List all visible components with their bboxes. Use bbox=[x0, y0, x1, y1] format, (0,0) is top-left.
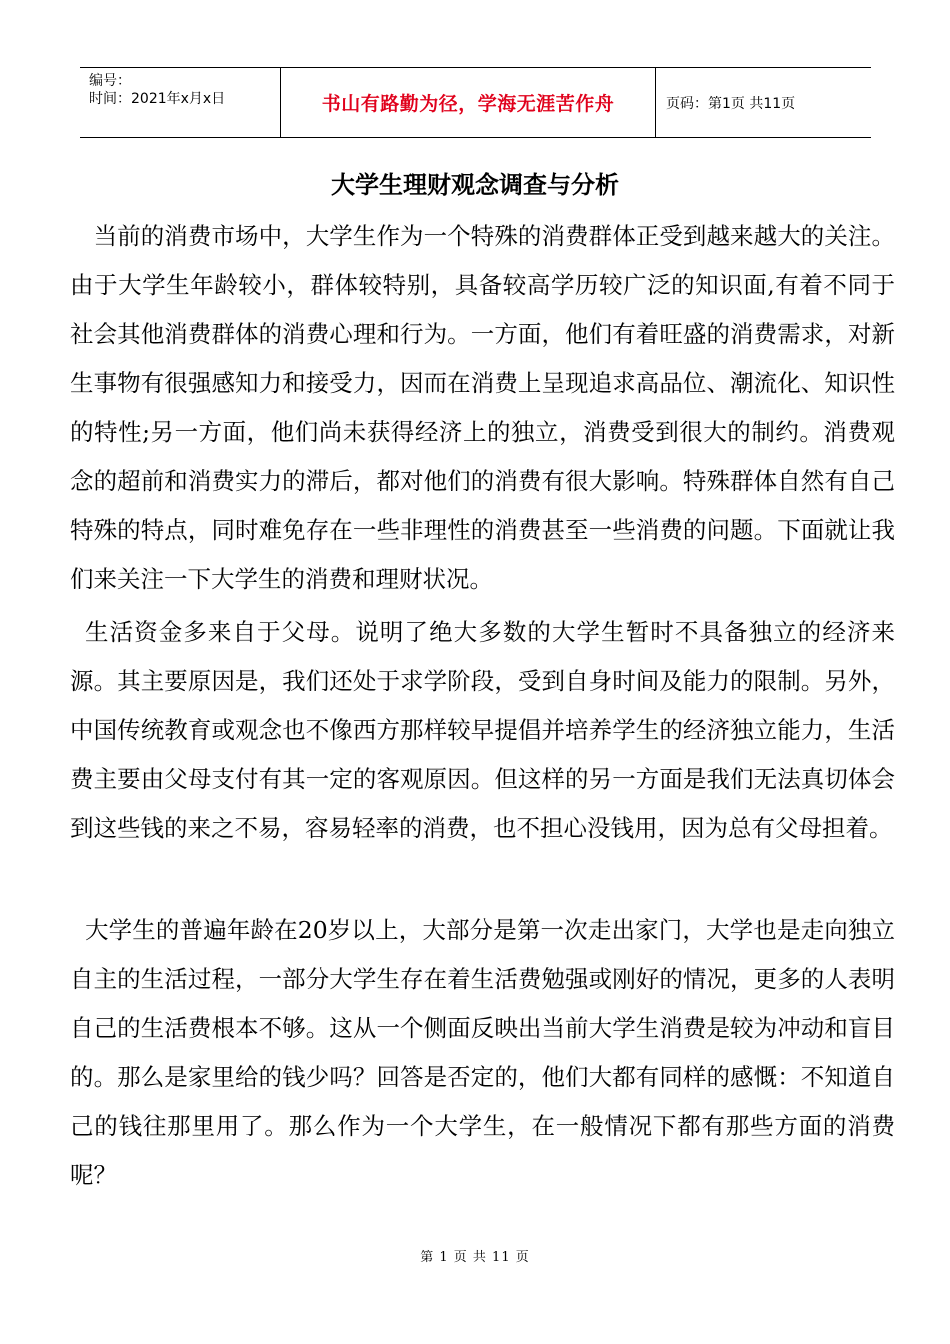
paragraph-2: 生活资金多来自于父母。说明了绝大多数的大学生暂时不具备独立的经济来源。其主要原因是，我们还处于求学阶段，受到自身时间及能力的限制。另外，中国传统教育或观念也不像西方那样较早提倡并培养学生的经济独立能力，生活费主要由父母支付有其一定的客观原因。但这样的另一方面是我们无法真切体会到这些钱的来之不易，容易轻率的消费，也不担心没钱用，因为总有父母担着。 bbox=[70, 618, 895, 842]
header-meta-cell bbox=[80, 68, 281, 137]
paragraph-3: 大学生的普遍年龄在20岁以上，大部分是第一次走出家门，大学也是走向独立自主的生活过程，一部分大学生存在着生活费勉强或刚好的情况，更多的人表明自己的生活费根本不够。这从一个侧面反映出当前大学生消费是较为冲动和盲目的。那么是家里给的钱少吗？回答是否定的，他们大都有同样的感慨：不知道自己的钱往那里用了。那么作为一个大学生，在一般情况下都有那些方面的消费呢？ bbox=[70, 916, 895, 1189]
document-header bbox=[80, 67, 871, 138]
time-label: 时间：2021年x月x日 bbox=[89, 91, 226, 107]
motto-text: 书山有路勤为径，学海无涯苦作舟 bbox=[321, 93, 615, 115]
header-motto-cell bbox=[281, 68, 656, 137]
paragraph-1: 当前的消费市场中，大学生作为一个特殊的消费群体正受到越来越大的关注。由于大学生年龄较小，群体较特别，具备较高学历较广泛的知识面,有着不同于社会其他消费群体的消费心理和行为。一方面，他们有着旺盛的消费需求，对新生事物有很强感知力和接受力，因而在消费上呈现追求高品位、潮流化、知识性的特性;另一方面，他们尚未获得经济上的独立，消费受到很大的制约。消费观念的超前和消费实力的滞后，都对他们的消费有很大影响。特殊群体自然有自己特殊的特点，同时难免存在一些非理性的消费甚至一些消费的问题。下面就让我们来关注一下大学生的消费和理财状况。 bbox=[70, 222, 895, 593]
page-code: 页码：第1页 共11页 bbox=[666, 95, 796, 112]
header-page-cell bbox=[656, 68, 871, 137]
number-label: 编号： bbox=[89, 73, 131, 89]
page-footer: 第 1 页 共 11 页 bbox=[420, 1250, 530, 1265]
document-title: 大学生理财观念调查与分析 bbox=[331, 171, 619, 199]
